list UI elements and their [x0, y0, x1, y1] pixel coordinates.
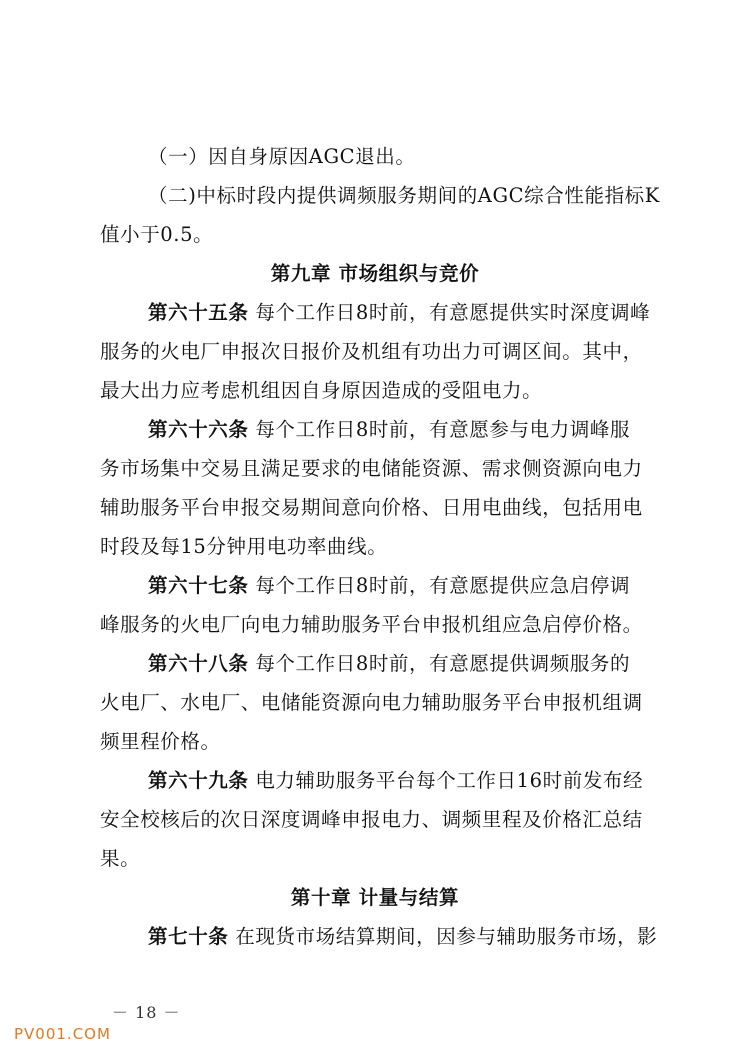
article-69-line-1 [148, 765, 643, 797]
clause-2-cont: 值小于0.5。 [100, 223, 214, 246]
page-number: － 18 － [112, 1003, 181, 1022]
article-65-line-1 [148, 297, 650, 329]
article-68-line-3: 频里程价格。 [100, 730, 221, 753]
article-68-line-2: 火电厂、水电厂、电储能资源向电力辅助服务平台申报机组调 [100, 691, 643, 714]
chapter-9-heading: 第九章 市场组织与竞价 [270, 262, 480, 285]
article-66-text-1: 每个工作日8时前，有意愿参与电力调峰服 [255, 418, 631, 441]
article-70-title: 第七十条 [148, 925, 229, 948]
article-65-text-1: 每个工作日8时前，有意愿提供实时深度调峰 [255, 301, 651, 324]
watermark: PV001.COM [14, 1025, 111, 1043]
article-65-title: 第六十五条 [148, 301, 249, 324]
clause-2: （二)中标时段内提供调频服务期间的AGC综合性能指标K [148, 184, 660, 207]
article-66-title: 第六十六条 [148, 418, 249, 441]
article-69-title: 第六十九条 [148, 769, 249, 792]
article-68-title: 第六十八条 [148, 652, 249, 675]
clause-1: （一）因自身原因AGC退出。 [148, 145, 416, 168]
article-67-line-1 [148, 570, 630, 602]
article-70-line-1 [148, 921, 657, 953]
article-69-line-3: 果。 [100, 847, 141, 870]
article-65-line-2: 服务的火电厂申报次日报价及机组有功出力可调区间。其中， [100, 340, 643, 363]
article-66-line-3: 辅助服务平台申报交易期间意向价格、日用电曲线，包括用电 [100, 496, 643, 519]
article-65-line-3: 最大出力应考虑机组因自身原因造成的受阻电力。 [100, 379, 543, 402]
article-69-text-1: 电力辅助服务平台每个工作日16时前发布经 [255, 769, 644, 792]
article-67-text-1: 每个工作日8时前，有意愿提供应急启停调 [255, 574, 631, 597]
article-69-line-2: 安全校核后的次日深度调峰申报电力、调频里程及价格汇总结 [100, 808, 643, 831]
article-67-line-2: 峰服务的火电厂向电力辅助服务平台申报机组应急启停价格。 [100, 613, 643, 636]
article-68-text-1: 每个工作日8时前，有意愿提供调频服务的 [255, 652, 631, 675]
article-66-line-4: 时段及每15分钟用电功率曲线。 [100, 535, 388, 558]
article-68-line-1 [148, 648, 630, 680]
chapter-10-heading: 第十章 计量与结算 [290, 886, 460, 909]
article-66-line-1 [148, 414, 630, 446]
article-70-text-1: 在现货市场结算期间，因参与辅助服务市场，影 [235, 925, 658, 948]
article-66-line-2: 务市场集中交易且满足要求的电储能资源、需求侧资源向电力 [100, 457, 643, 480]
article-67-title: 第六十七条 [148, 574, 249, 597]
